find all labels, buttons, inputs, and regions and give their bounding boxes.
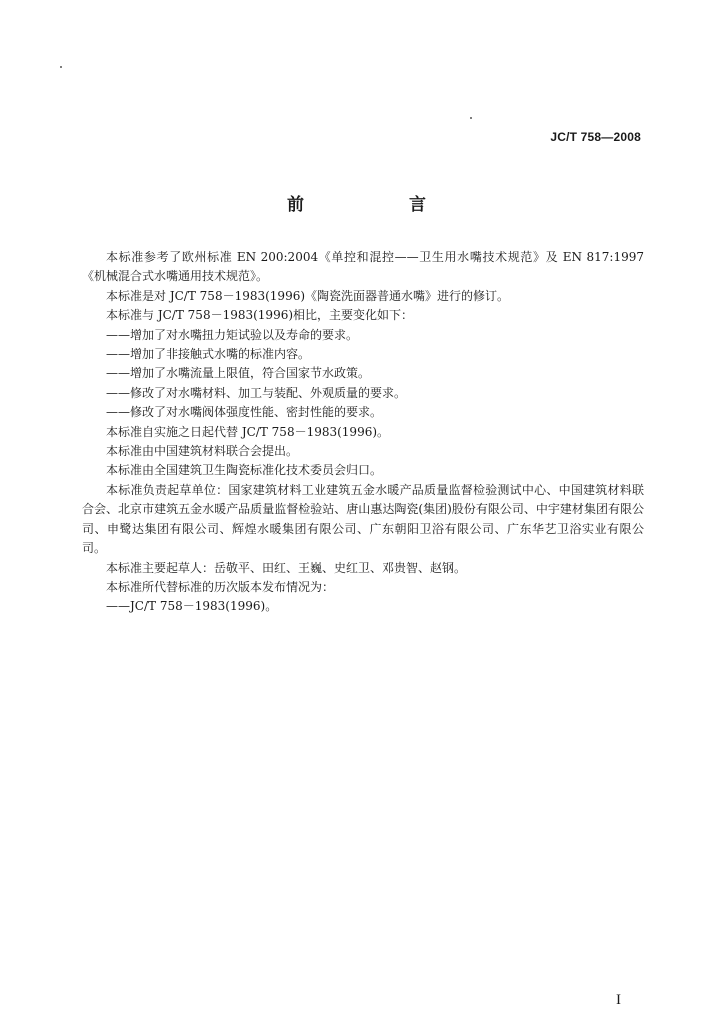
- paragraph-centralized-by: 本标准由全国建筑卫生陶瓷标准化技术委员会归口。: [106, 463, 383, 478]
- list-item-history: ——JC/T 758－1983(1996)。: [106, 599, 278, 614]
- list-item-change: ——增加了水嘴流量上限值，符合国家节水政策。: [106, 366, 371, 381]
- paragraph-revision: 本标准是对 JC/T 758－1983(1996)《陶瓷洗面器普通水嘴》进行的修订。: [106, 288, 510, 303]
- paragraph-replaces: 本标准自实施之日起代替 JC/T 758－1983(1996)。: [106, 424, 390, 439]
- paragraph-proposed-by: 本标准由中国建筑材料联合会提出。: [106, 444, 299, 459]
- scan-speck: [470, 117, 472, 119]
- scan-speck: [60, 66, 62, 68]
- paragraph-changes-intro: 本标准与 JC/T 758－1983(1996)相比，主要变化如下：: [106, 308, 414, 323]
- page-number: I: [616, 992, 621, 1008]
- list-item-change: ——增加了非接触式水嘴的标准内容。: [106, 347, 311, 362]
- paragraph-history-intro: 本标准所代替标准的历次版本发布情况为：: [106, 579, 335, 594]
- standard-code: JC/T 758—2008: [550, 130, 641, 144]
- foreword-body: [82, 248, 644, 617]
- list-item-change: ——修改了对水嘴阀体强度性能、密封性能的要求。: [106, 405, 383, 420]
- paragraph-reference: 本标准参考了欧州标准 EN 200:2004《单控和混控——卫生用水嘴技术规范》及 EN 817:1997《机械混合式水嘴通用技术规范》。: [82, 250, 644, 284]
- paragraph-drafting-units: 本标准负责起草单位：国家建筑材料工业建筑五金水暖产品质量监督检验测试中心、中国建筑材料联合会、北京市建筑五金水暖产品质量监督检验站、唐山惠达陶瓷(集团)股份有限公司、中宇建材集团有限公司、申鹭达集团有限公司、辉煌水暖集团有限公司、广东朝阳卫浴有限公司、广东华艺卫浴实业有限公司。: [82, 482, 644, 556]
- page-title: 前 言: [287, 195, 470, 215]
- list-item-change: ——增加了对水嘴扭力矩试验以及寿命的要求。: [106, 327, 359, 342]
- paragraph-drafters: 本标准主要起草人：岳敬平、田红、王巍、史红卫、邓贵智、赵钢。: [106, 560, 467, 575]
- list-item-change: ——修改了对水嘴材料、加工与装配、外观质量的要求。: [106, 385, 407, 400]
